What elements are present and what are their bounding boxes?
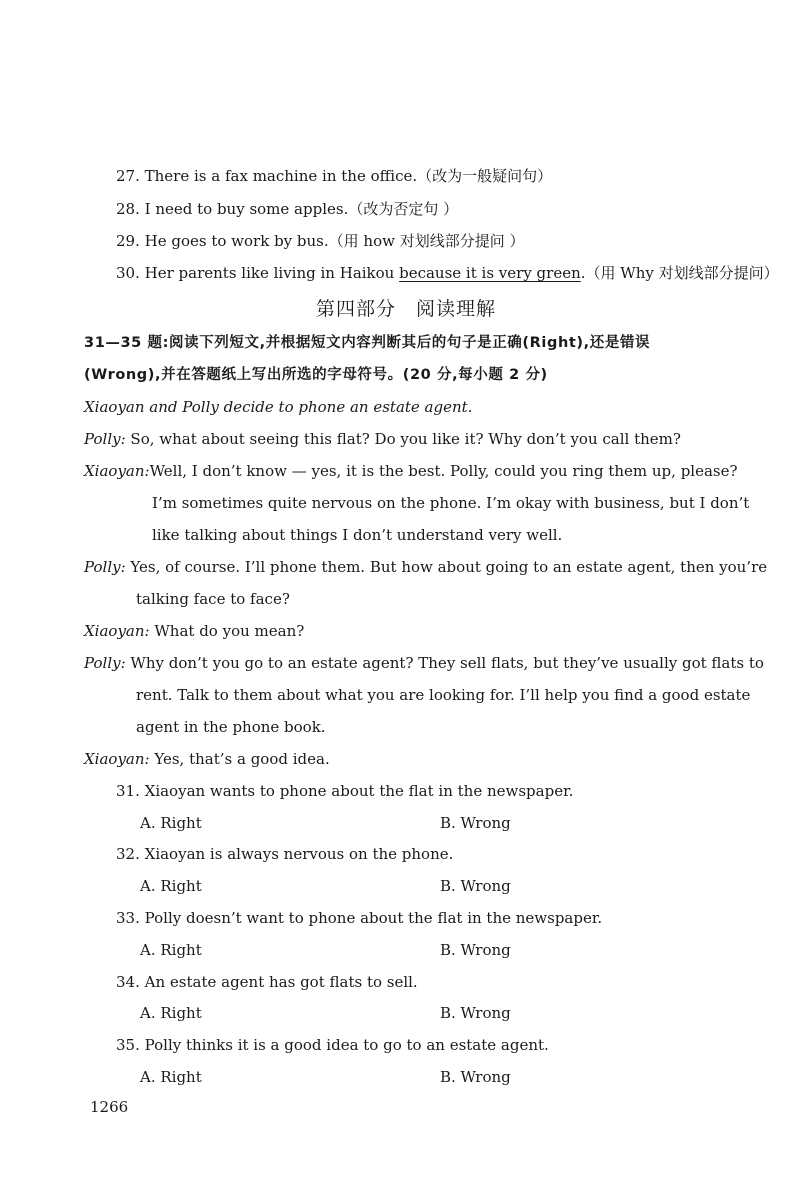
question-text: There is a fax machine in the office.（改为一般疑问句） — [144, 167, 553, 185]
speaker-label: Polly: — [84, 558, 126, 576]
question-number: 29. — [116, 232, 140, 250]
underlined-phrase: because it is very green — [399, 264, 581, 282]
dialogue-line: Yes, that’s a good idea. — [154, 750, 330, 768]
dialogue-turn — [84, 621, 304, 641]
question-text-before: Her parents like living in Haikou — [144, 264, 400, 282]
question-text-after: .（用 Why 对划线部分提问） — [580, 264, 779, 282]
speaker-label: Polly: — [84, 654, 126, 672]
dialogue-line: Yes, of course. I’ll phone them. But how about going to an estate agent, then you’re — [130, 558, 768, 576]
dialogue-line: rent. Talk to them about what you are looking for. I’ll help you find a good estate — [136, 686, 751, 704]
dialogue-line: What do you mean? — [154, 622, 305, 640]
dialogue-turn — [84, 461, 738, 481]
question-text: Polly doesn’t want to phone about the flat in the newspaper. — [144, 909, 603, 927]
option-b: B. Wrong — [440, 814, 511, 832]
question-28 — [116, 199, 458, 219]
instructions-line-2: (Wrong),并在答题纸上写出所选的字母符号。(20 分,每小题 2 分) — [84, 367, 548, 383]
dialogue-line: So, what about seeing this flat? Do you like it? Why don’t you call them? — [130, 430, 681, 448]
question-number: 34. — [116, 973, 140, 991]
question-35 — [116, 1035, 549, 1055]
question-number: 28. — [116, 200, 140, 218]
question-29 — [116, 231, 524, 251]
question-number: 31. — [116, 782, 140, 800]
option-a: A. Right — [140, 941, 202, 959]
dialogue-turn — [84, 557, 767, 577]
dialogue-turn — [84, 749, 330, 769]
question-text: Xiaoyan is always nervous on the phone. — [144, 845, 454, 863]
question-text: An estate agent has got flats to sell. — [144, 973, 418, 991]
option-a: A. Right — [140, 814, 202, 832]
speaker-label: Xiaoyan: — [84, 750, 150, 768]
question-30 — [116, 263, 779, 283]
dialogue-line: agent in the phone book. — [136, 718, 326, 736]
dialogue-line: like talking about things I don’t understand very well. — [152, 526, 563, 544]
question-number: 32. — [116, 845, 140, 863]
speaker-label: Xiaoyan: — [84, 622, 150, 640]
question-33 — [116, 908, 602, 928]
question-number: 33. — [116, 909, 140, 927]
option-b: B. Wrong — [440, 1068, 511, 1086]
question-text: I need to buy some apples.（改为否定句 ） — [144, 200, 459, 218]
dialogue-turn — [84, 429, 681, 449]
option-b: B. Wrong — [440, 941, 511, 959]
question-number: 30. — [116, 264, 140, 282]
option-a: A. Right — [140, 877, 202, 895]
dialogue-line: I’m sometimes quite nervous on the phone. I’m okay with business, but I don’t — [152, 494, 750, 512]
question-number: 27. — [116, 167, 140, 185]
dialogue-line: talking face to face? — [136, 590, 290, 608]
dialogue-line: Why don’t you go to an estate agent? They sell flats, but they’ve usually got flats to — [130, 654, 764, 672]
page-number: 1266 — [90, 1098, 129, 1116]
question-text: He goes to work by bus.（用 how 对划线部分提问 ） — [144, 232, 525, 250]
option-b: B. Wrong — [440, 1004, 511, 1022]
question-number: 35. — [116, 1036, 140, 1054]
dialogue-line: Well, I don’t know — yes, it is the best. Polly, could you ring them up, please? — [149, 462, 738, 480]
passage-intro: Xiaoyan and Polly decide to phone an estate agent. — [84, 398, 473, 416]
option-a: A. Right — [140, 1068, 202, 1086]
option-b: B. Wrong — [440, 877, 511, 895]
instructions-line-1: 31—35 题:阅读下列短文,并根据短文内容判断其后的句子是正确(Right),还是错误 — [84, 335, 651, 351]
speaker-label: Polly: — [84, 430, 126, 448]
speaker-label: Xiaoyan: — [84, 462, 150, 480]
section-title: 第四部分 阅读理解 — [316, 298, 497, 320]
question-31 — [116, 781, 573, 801]
question-27 — [116, 166, 552, 186]
dialogue-turn — [84, 653, 764, 673]
question-34 — [116, 972, 418, 992]
question-32 — [116, 844, 453, 864]
question-text: Xiaoyan wants to phone about the flat in the newspaper. — [144, 782, 574, 800]
option-a: A. Right — [140, 1004, 202, 1022]
question-text: Polly thinks it is a good idea to go to an estate agent. — [144, 1036, 549, 1054]
